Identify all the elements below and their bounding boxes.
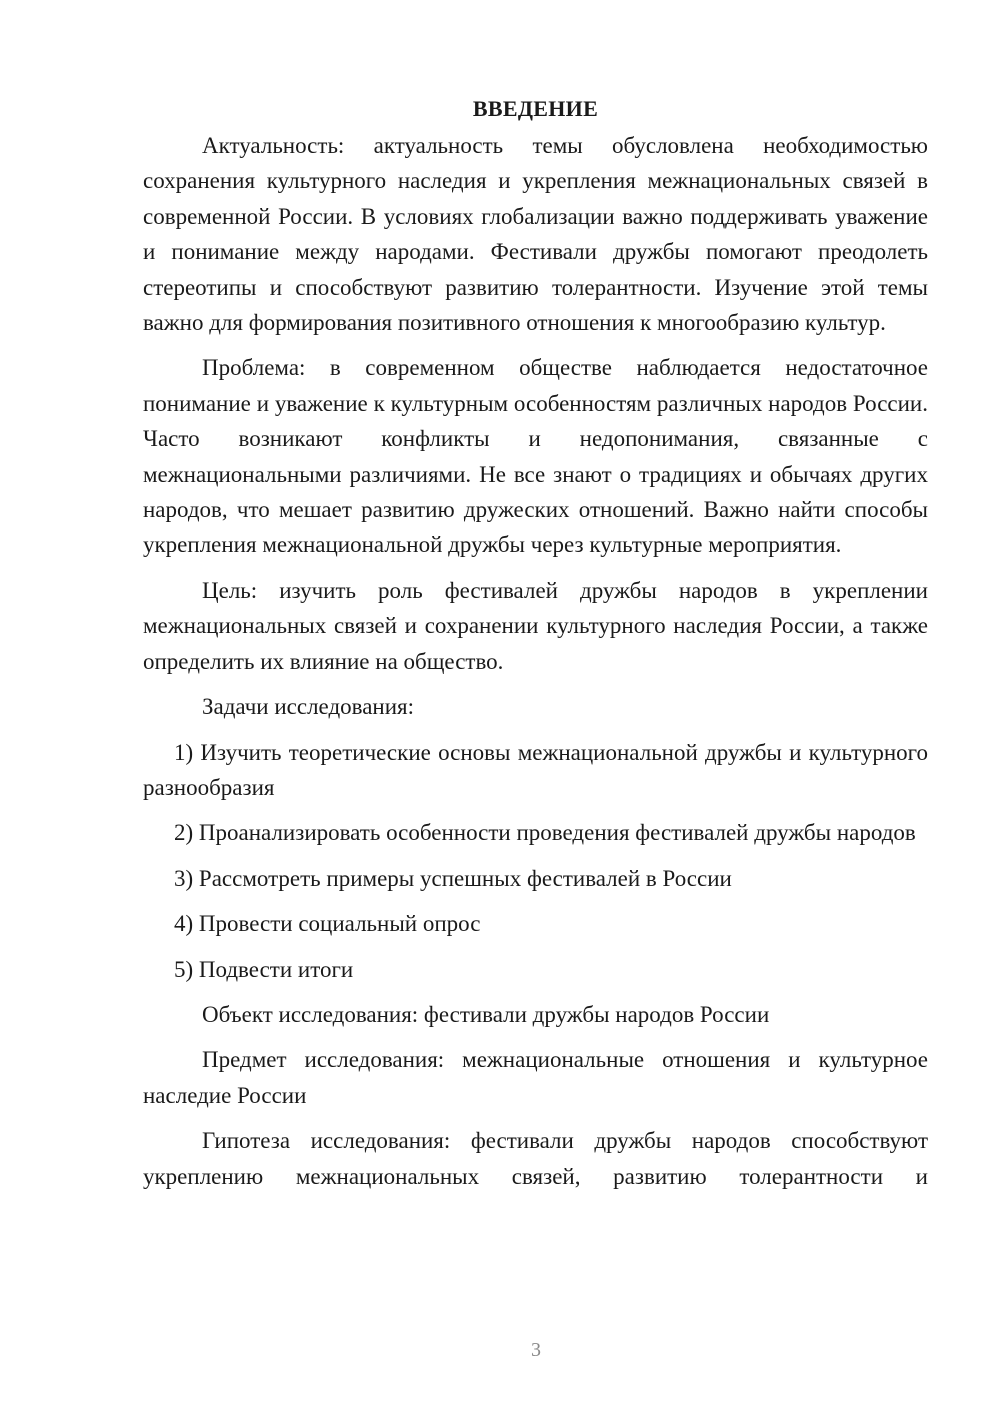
task-item: 1) Изучить теоретические основы межнациональной дружбы и культурного разнообразия [143, 739, 928, 800]
problem-paragraph: Проблема: в современном обществе наблюдается недостаточное понимание и уважение к культурным особенностям различных народов России. Часто возникают конфликты и недопонимания, связанные с межнациональными различиями. Не все знают о традициях и обычаях других народов, что мешает развитию дружеских отношений. Важно найти способы укрепления межнациональной дружбы через культурные мероприятия. [143, 355, 928, 558]
tasks-heading: Задачи исследования: [202, 694, 415, 720]
task-item: 5) Подвести итоги [174, 956, 354, 982]
object-paragraph: Объект исследования: фестивали дружбы народов России [202, 1001, 770, 1027]
task-item: 3) Рассмотреть примеры успешных фестивалей в России [174, 865, 732, 891]
page-title: ВВЕДЕНИЕ [472, 96, 599, 121]
task-item: 4) Провести социальный опрос [174, 911, 481, 937]
tasks-list [143, 735, 928, 987]
relevance-paragraph: Актуальность: актуальность темы обусловлена необходимостью сохранения культурного наследия и укрепления межнациональных связей в современной России. В условиях глобализации важно поддерживать уважение и понимание между народами. Фестивали дружбы помогают преодолеть стереотипы и способствуют развитию толерантности. Изучение этой темы важно для формирования позитивного отношения к многообразию культур. [143, 133, 928, 336]
hypothesis-paragraph: Гипотеза исследования: фестивали дружбы народов способствуют укреплению межнациональных связей, развитию толерантности и [143, 1128, 928, 1189]
goal-paragraph: Цель: изучить роль фестивалей дружбы народов в укреплении межнациональных связей и сохранении культурного наследия России, а также определить их влияние на общество. [143, 577, 928, 674]
subject-paragraph: Предмет исследования: межнациональные отношения и культурное наследие России [143, 1047, 928, 1108]
task-item: 2) Проанализировать особенности проведения фестивалей дружбы народов [174, 820, 916, 846]
page-content [143, 94, 928, 1194]
page-number: 3 [531, 1339, 541, 1361]
